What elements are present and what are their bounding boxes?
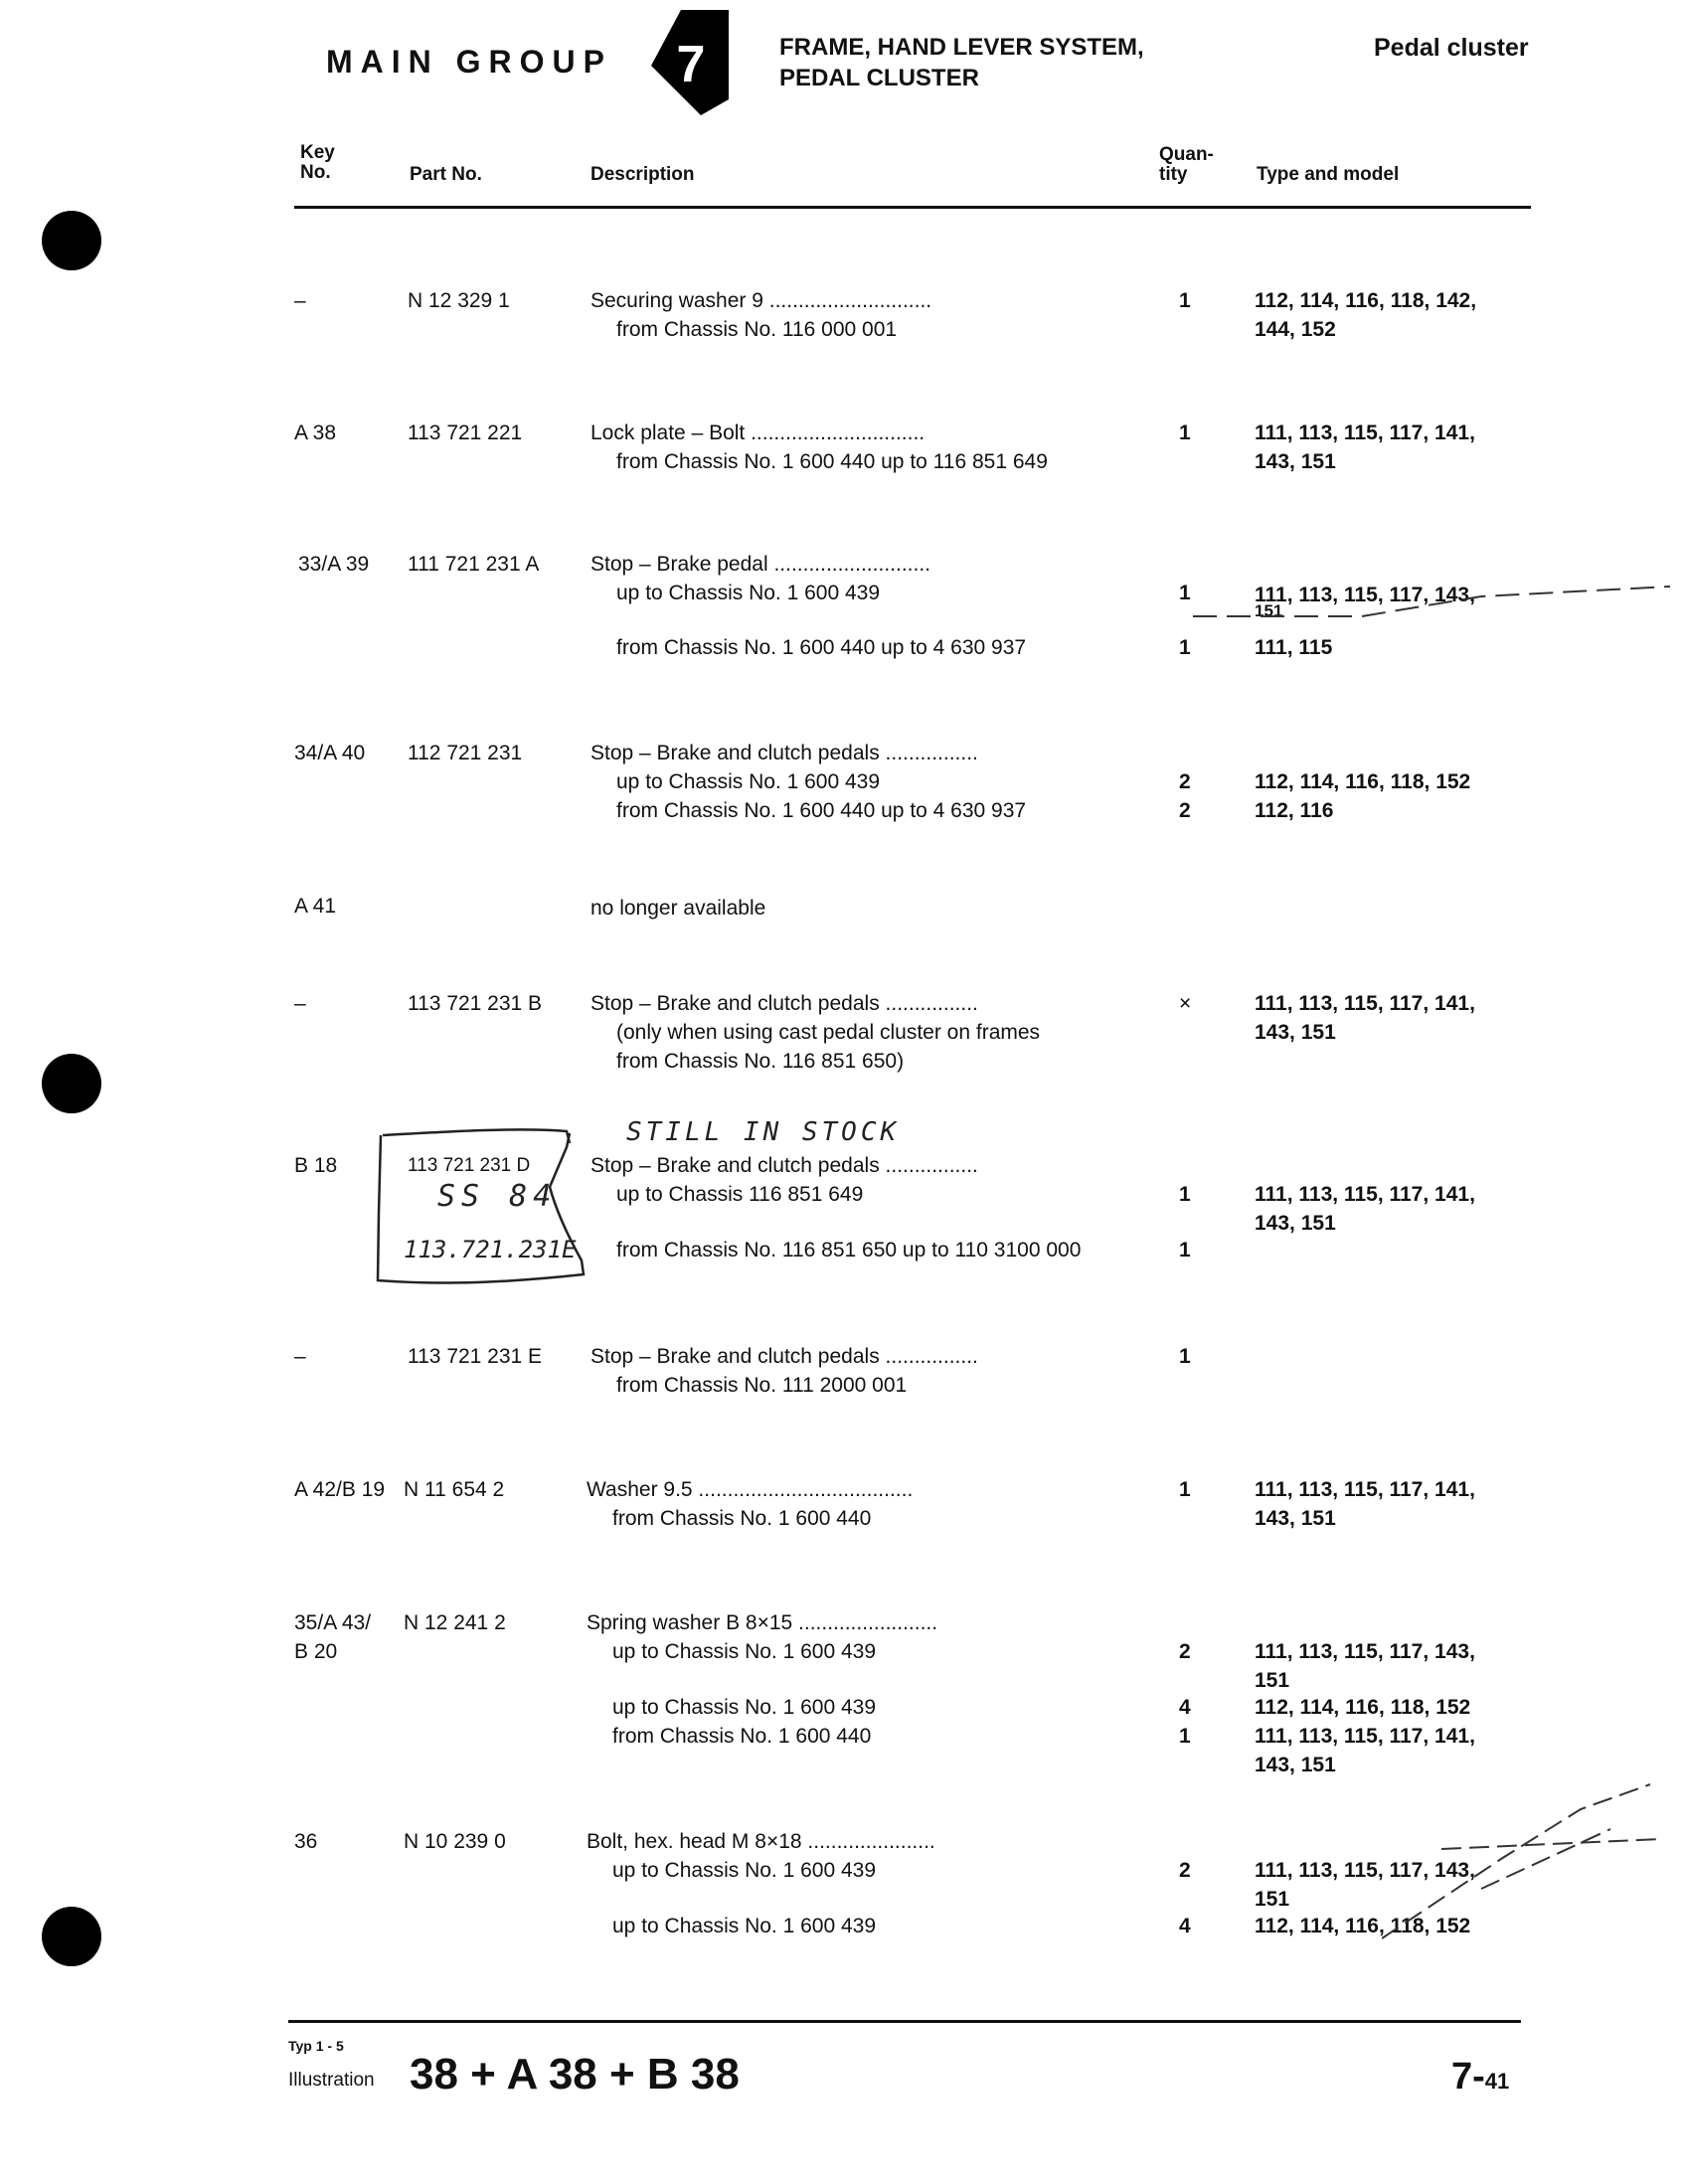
description: Lock plate – Bolt .............................. (590, 421, 926, 444)
quantity: 1 (1179, 1478, 1191, 1501)
main-group-label: MAIN GROUP (326, 44, 612, 80)
description: Stop – Brake and clutch pedals ................ (590, 742, 978, 764)
description-detail: from Chassis No. 1 600 440 up to 116 851 649 (616, 450, 1048, 473)
handwritten-note-ss84: SS 84 (437, 1179, 558, 1214)
key-no: A 42/B 19 (294, 1478, 386, 1501)
type-model: 112, 114, 116, 118, 142, (1255, 289, 1477, 312)
part-no: 112 721 231 (408, 742, 523, 764)
binder-hole-bottom (42, 1907, 101, 1966)
type-model: 151 (1255, 601, 1283, 620)
type-model: 111, 113, 115, 117, 141, (1255, 992, 1475, 1015)
page-title (779, 32, 1144, 93)
handwritten-note-partno: 113.721.231E (404, 1236, 577, 1263)
type-model: 143, 151 (1255, 1021, 1336, 1044)
quantity: 1 (1179, 1725, 1191, 1748)
page-number-main: 7- (1451, 2056, 1485, 2098)
type-model: 111, 113, 115, 117, 141, (1255, 1183, 1475, 1206)
footer-illustration: 38 + A 38 + B 38 (410, 2050, 740, 2099)
part-no: 113 721 231 E (408, 1345, 543, 1368)
description-detail: from Chassis No. 1 600 440 (612, 1507, 872, 1530)
description: Stop – Brake and clutch pedals ................ (590, 1154, 978, 1177)
quantity: 1 (1179, 1239, 1191, 1261)
description-detail: up to Chassis No. 1 600 439 (612, 1640, 877, 1663)
page-number (1451, 2056, 1509, 2099)
pen-strikethrough (1183, 577, 1680, 636)
col-key-line2: No. (300, 162, 331, 183)
description-detail: from Chassis No. 111 2000 001 (616, 1374, 908, 1397)
group-number-badge (651, 10, 729, 115)
description-detail: (only when using cast pedal cluster on frames (616, 1021, 1041, 1044)
quantity: 1 (1179, 636, 1191, 659)
type-model: 151 (1255, 1669, 1290, 1692)
type-model: 111, 113, 115, 117, 143, (1255, 1859, 1475, 1882)
key-no: – (294, 992, 306, 1015)
header-rule (294, 206, 1531, 209)
col-key (300, 143, 335, 183)
key-no: 34/A 40 (294, 742, 366, 764)
quantity: 4 (1179, 1915, 1191, 1937)
col-part: Part No. (410, 164, 482, 185)
type-model: 143, 151 (1255, 1507, 1336, 1530)
key-no: 36 (294, 1830, 318, 1853)
footer-rule (288, 2020, 1521, 2023)
type-model: 112, 116 (1255, 799, 1334, 822)
part-no: 113 721 231 B (408, 992, 543, 1015)
description-detail: up to Chassis No. 1 600 439 (612, 1696, 877, 1719)
footer-typ: Typ 1 - 5 (288, 2038, 344, 2054)
binder-hole-middle (42, 1054, 101, 1113)
description: Washer 9.5 ..................................... (587, 1478, 914, 1501)
part-no: 113 721 221 (408, 421, 523, 444)
quantity: 2 (1179, 1640, 1191, 1663)
description-detail: up to Chassis No. 1 600 439 (616, 770, 881, 793)
part-no: N 12 329 1 (408, 289, 510, 312)
description-detail: from Chassis No. 116 000 001 (616, 318, 898, 341)
key-no: – (294, 1345, 306, 1368)
key-no: B 20 (294, 1640, 338, 1663)
part-no: N 11 654 2 (404, 1478, 505, 1501)
type-model: 111, 113, 115, 117, 141, (1255, 421, 1475, 444)
group-number: 7 (676, 36, 706, 93)
quantity: 4 (1179, 1696, 1191, 1719)
part-no: 111 721 231 A (408, 553, 540, 576)
description: Stop – Brake and clutch pedals ................ (590, 1345, 978, 1368)
col-description: Description (590, 164, 695, 185)
type-model: 112, 114, 116, 118, 152 (1255, 1696, 1471, 1719)
col-key-line1: Key (300, 142, 335, 163)
description-detail: up to Chassis No. 1 600 439 (612, 1859, 877, 1882)
col-qty-line2: tity (1159, 164, 1188, 185)
quantity: 1 (1179, 289, 1191, 312)
quantity: 2 (1179, 770, 1191, 793)
col-qty (1159, 145, 1214, 185)
quantity: 1 (1179, 1345, 1191, 1368)
type-model: 143, 151 (1255, 1212, 1336, 1235)
quantity: 1 (1179, 582, 1191, 604)
type-model: 111, 113, 115, 117, 143, (1255, 1640, 1475, 1663)
section-title: Pedal cluster (1374, 34, 1529, 62)
quantity: 1 (1179, 1183, 1191, 1206)
key-no: B 18 (294, 1154, 338, 1177)
key-no: – (294, 289, 306, 312)
description: Spring washer B 8×15 ........................ (587, 1611, 938, 1634)
type-model: 144, 152 (1255, 318, 1336, 341)
binder-hole-top (42, 211, 101, 270)
description: Stop – Brake and clutch pedals ................ (590, 992, 978, 1015)
description-detail: up to Chassis No. 1 600 439 (616, 582, 881, 604)
description-detail: from Chassis No. 116 851 650 up to 110 3100 000 (616, 1239, 1082, 1261)
key-no: A 38 (294, 421, 337, 444)
part-no: 113 721 231 D (408, 1155, 531, 1176)
quantity: 2 (1179, 799, 1191, 822)
description-detail: from Chassis No. 116 851 650) (616, 1050, 905, 1073)
page-number-sub: 41 (1484, 2069, 1510, 2094)
quantity: × (1179, 992, 1192, 1015)
footer-illustration-label: Illustration (288, 2070, 375, 2091)
description-detail: up to Chassis No. 1 600 439 (612, 1915, 877, 1937)
type-model: 112, 114, 116, 118, 152 (1255, 1915, 1471, 1937)
type-model: 111, 115 (1255, 636, 1333, 659)
type-model: 143, 151 (1255, 450, 1336, 473)
description-detail: up to Chassis 116 851 649 (616, 1183, 864, 1206)
key-no: 33/A 39 (298, 553, 370, 576)
part-no: N 12 241 2 (404, 1611, 506, 1634)
type-model: 151 (1255, 1888, 1290, 1911)
col-type: Type and model (1257, 164, 1400, 185)
key-no: A 41 (294, 895, 337, 918)
type-model: 111, 113, 115, 117, 141, (1255, 1725, 1475, 1748)
page-title-line1: FRAME, HAND LEVER SYSTEM, (779, 34, 1144, 61)
type-model: 112, 114, 116, 118, 152 (1255, 770, 1471, 793)
description: Stop – Brake pedal ........................... (590, 553, 930, 576)
quantity: 2 (1179, 1859, 1191, 1882)
col-qty-line1: Quan- (1159, 144, 1214, 165)
description: Securing washer 9 ............................ (590, 289, 932, 312)
type-model: 111, 113, 115, 117, 141, (1255, 1478, 1475, 1501)
quantity: 1 (1179, 421, 1191, 444)
handwritten-note-stock: STILL IN STOCK (626, 1117, 901, 1147)
description: no longer available (590, 897, 766, 920)
description-detail: from Chassis No. 1 600 440 up to 4 630 937 (616, 799, 1027, 822)
description-detail: from Chassis No. 1 600 440 up to 4 630 937 (616, 636, 1027, 659)
description: Bolt, hex. head M 8×18 ...................... (587, 1830, 935, 1853)
key-no: 35/A 43/ (294, 1611, 372, 1634)
pen-scribble (1382, 1769, 1670, 1948)
part-no: N 10 239 0 (404, 1830, 506, 1853)
description-detail: from Chassis No. 1 600 440 (612, 1725, 872, 1748)
type-model: 143, 151 (1255, 1754, 1336, 1776)
type-model: 111, 113, 115, 117, 143, (1255, 584, 1475, 606)
page-title-line2: PEDAL CLUSTER (779, 65, 979, 91)
